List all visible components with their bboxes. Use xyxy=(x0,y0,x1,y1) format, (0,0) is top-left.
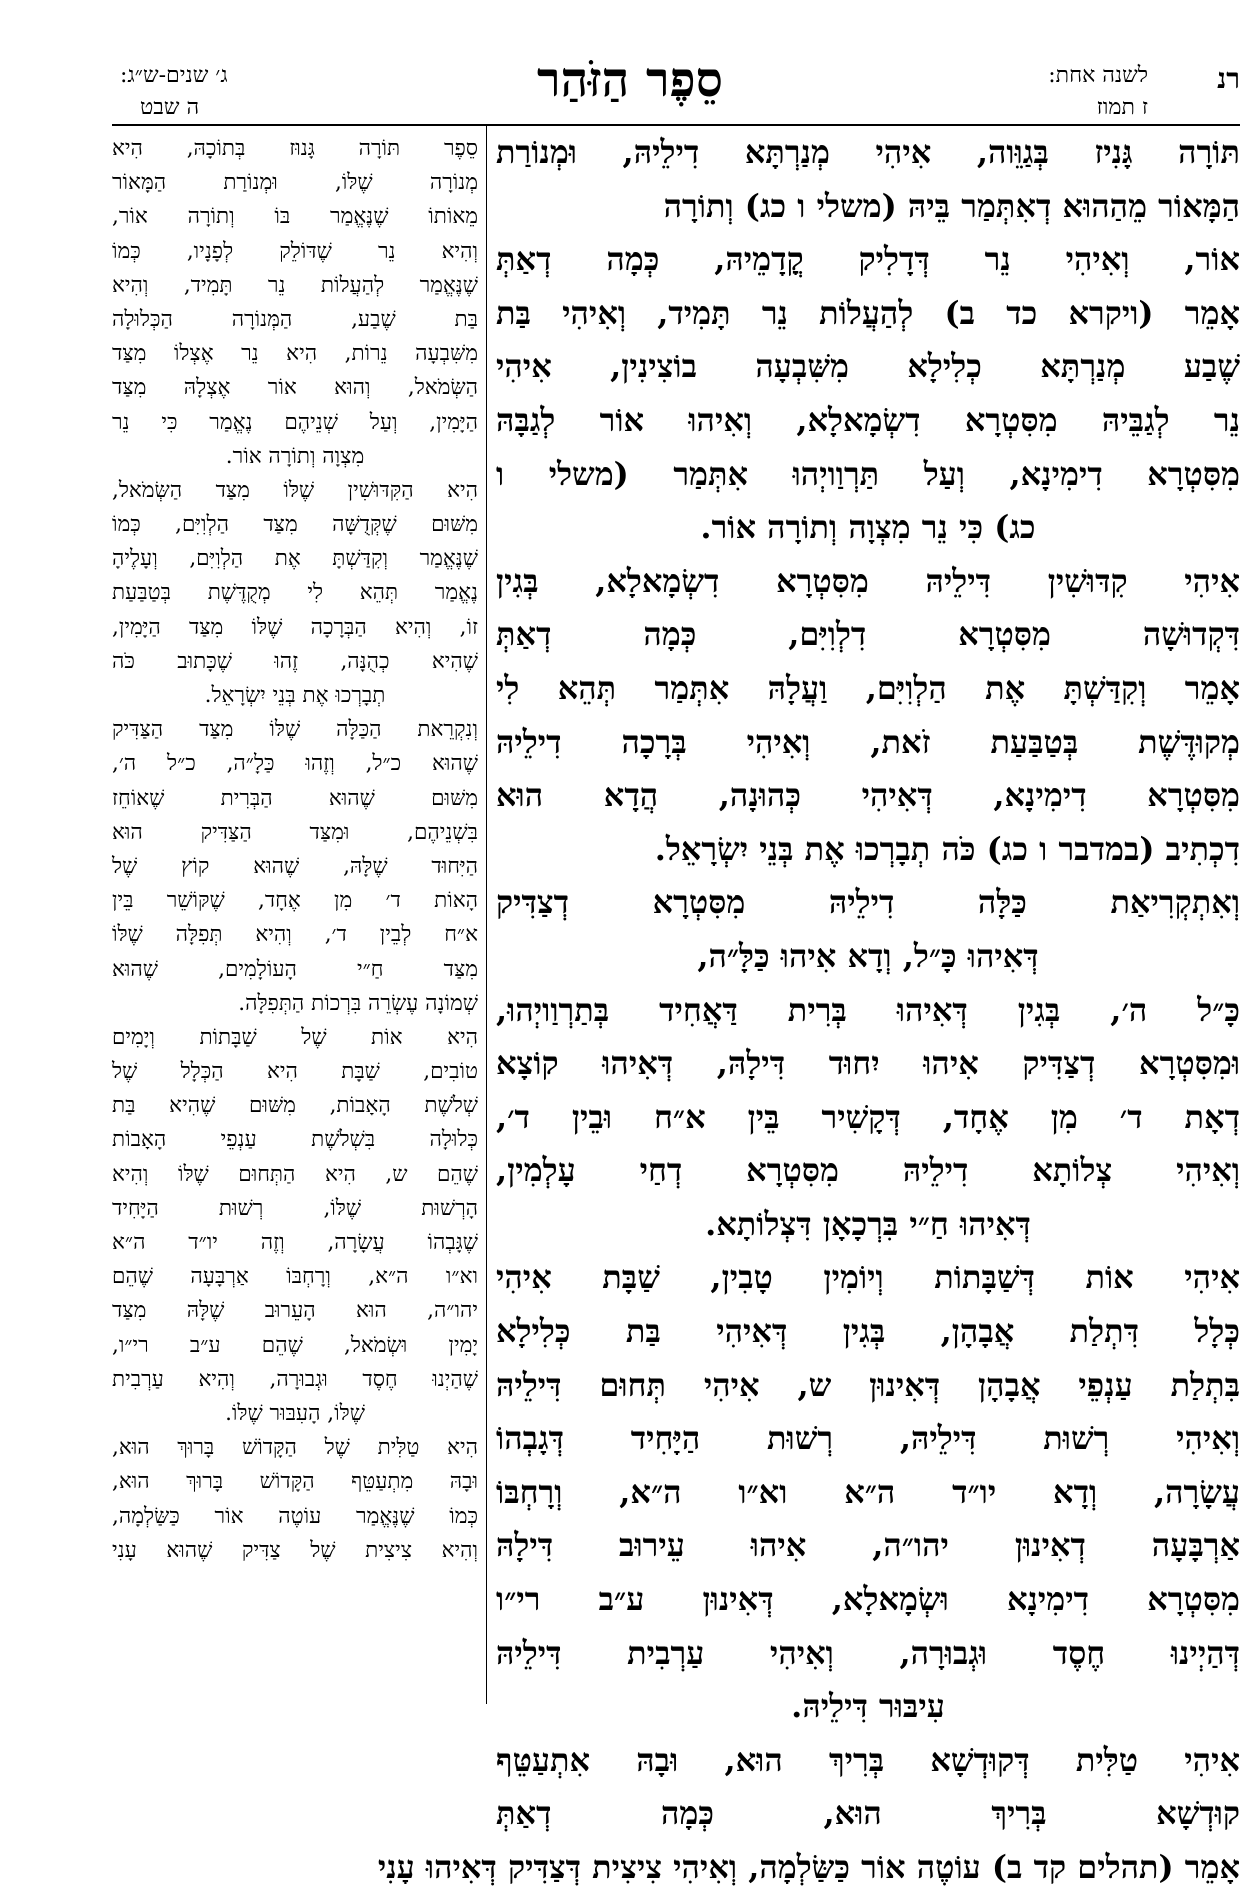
text-line: וְאִתְקְרִיאַת כַּלָּה דִילֵיהּ מִסִּטְרָא דְצַדִּיק xyxy=(496,883,1240,922)
text-line: א״ח לְבֵין ד׳, וְהִיא תְּפִלָּה שֶׁלּוֹ xyxy=(112,922,478,948)
text-line: בַּת שֶׁבַע, הַמְּנוֹרָה הַכְּלוּלָה xyxy=(112,306,478,332)
text-line: הָרְשׁוּת שֶׁלּוֹ, רְשׁוּת הַיָּחִיד xyxy=(112,1195,478,1221)
text-line: סֵפֶר תּוֹרָה גָּנוּז בְּתוֹכָהּ, הִיא xyxy=(112,136,478,161)
text-line: מִסִּטְרָא דִימִינָא וּשְׂמָאלָא, דְּאִינוּן ע״ב רי״ו xyxy=(496,1580,1240,1619)
text-line: שֶׁהֵם ש, הִיא הַתְּחוּם שֶׁלּוֹ וְהִיא xyxy=(112,1161,478,1187)
text-line: אִיהִי אוֹת דְּשַׁבָּתוֹת וְיוֹמִין טָבִין, שַׁבָּת אִיהִי xyxy=(496,1258,1240,1297)
text-line: שֶׁלּוֹ, הָעִבּוּר שֶׁלּוֹ. xyxy=(225,1400,365,1426)
text-line: אָמֵר (ויקרא כד ב) לְהַעֲלוֹת נֵר תָּמִיד, וְאִיהִי בַּת xyxy=(496,293,1240,332)
text-line: שְׁמוֹנָה עֶשְׂרֵה בִּרְכוֹת הַתְּפִלָּה. xyxy=(238,990,478,1016)
text-line: אָמֵר (תהלים קד ב) עוֹטֶה אוֹר כַּשַּׂלְמָה, וְאִיהִי צִיצִית דְּצַדִּיק דְּאִיהוּ עָנִי xyxy=(377,1848,1240,1886)
text-line: כְּלוּלָה בִּשְׁלֹשֶׁת עַנְפֵי הָאָבוֹת xyxy=(112,1127,478,1153)
text-line: בִּשְׁנֵיהֶם, וּמִצַּד הַצַּדִּיק הוּא xyxy=(112,819,478,845)
text-line: שֶׁנֶּאֱמַר לְהַעֲלוֹת נֵר תָּמִיד, וְהִיא xyxy=(112,272,478,298)
text-line: אָמֵר וְקִדַּשְׁתָּ אֶת הַלְוִיִּם, וַעֲלָהּ אִתְּמַר תְּהֵא לִי xyxy=(496,668,1240,707)
text-line: דְּהַיְינוּ חֶסֶד וּגְבוּרָה, וְאִיהִי עַרְבִית דִּילֵיהּ xyxy=(496,1633,1240,1672)
text-line: הַיָּמִין, וְעַל שְׁנֵיהֶם נֶאֱמַר כִּי נֵר xyxy=(112,409,478,435)
text-line: נֵר לְגַבֵּיהּ מִסִּטְרָא דִשְׂמָאלָא, וְאִיהוּ אוֹר לְגַבָּהּ xyxy=(496,400,1240,439)
column-divider xyxy=(486,124,487,1704)
page-title: סֵפֶר הַזֹּהַר xyxy=(537,52,723,108)
text-line: נֶאֱמַר תְּהֵא לִי מְקֻדֶּשֶׁת בְּטַבַּעַת xyxy=(112,580,478,606)
text-line: עִיבּוּר דִּילֵיהּ. xyxy=(791,1687,945,1726)
text-line: קוּדְשָׁא בְּרִיךְ הוּא, כְּמָה דְאַתְּ xyxy=(496,1794,1240,1833)
text-line: וּבָהּ מִתְעַטֵּף הַקָּדוֹשׁ בָּרוּךְ הוּא, xyxy=(112,1469,478,1495)
text-line: שֶׁבַע מְנַרְתָּא כְלִילָא מִשִּׁבְעָה בוֹצִינִין, אִיהִי xyxy=(496,347,1240,386)
schedule-three-years: ג׳ שנים-ש״ג: xyxy=(120,63,228,88)
text-line: מִצְוָה וְתוֹרָה אוֹר. xyxy=(225,443,365,469)
text-line: שֶׁהַיְנוּ חֶסֶד וּגְבוּרָה, וְהִיא עַרְבִית xyxy=(112,1366,478,1392)
text-line: יָמִין וּשְׂמֹאל, שֶׁהֵם ע״ב רי״ו, xyxy=(112,1332,478,1358)
text-line: כג) כִּי נֵר מִצְוָה וְתוֹרָה אוֹר. xyxy=(700,508,1036,547)
text-line: שֶׁנֶּאֱמַר וְקִדַּשְׁתָּ אֶת הַלְוִיִּם, וְעָלֶיהָ xyxy=(112,546,478,572)
text-line: אִיהִי טַלִּית דְּקוּדְשָׁא בְּרִיךְ הוּא, וּבָהּ אִתְעַטֵּף xyxy=(496,1740,1240,1779)
text-line: דְאָת ד׳ מִן אֶחָד, דְּקָשִׁיר בֵּין א״ח וּבֵין ד׳, xyxy=(496,1097,1240,1136)
schedule-three-years-date: ה שבט xyxy=(140,95,200,120)
text-line: דִּקְדוּשָׁה מִסִּטְרָא דִלְוִיִּם, כְּמָה דְאַתְּ xyxy=(496,615,1240,654)
text-line: וְאִיהִי צְלוֹתָא דִילֵיהּ מִסִּטְרָא דְחַי עָלְמִין, xyxy=(496,1151,1240,1190)
text-line: מִשּׁוּם שֶׁקְּדֻשָּׁה מִצַּד הַלְוִיִּם, כְּמוֹ xyxy=(112,512,478,538)
text-line: שֶׁגָּבְהוֹ עֲשָׂרָה, וְזֶה יו״ד ה״א xyxy=(112,1230,478,1255)
page-number: רנ xyxy=(1217,62,1240,95)
main-column-aramaic xyxy=(377,126,1240,1886)
text-line: מֵאוֹתוֹ שֶׁנֶּאֱמַר בּוֹ וְתוֹרָה אוֹר, xyxy=(112,204,478,230)
text-line: מְקוּדֶּשֶׁת בְּטַבַּעַת זֹאת, וְאִיהִי בְּרָכָה דִילֵיהּ xyxy=(496,722,1240,761)
text-line: וא״ו ה״א, וְרָחְבּוֹ אַרְבָּעָה שֶׁהֵם xyxy=(112,1264,478,1290)
text-line: הִיא אוֹת שֶׁל שַׁבָּתוֹת וְיָמִים xyxy=(112,1024,478,1050)
text-line: תּוֹרָה גָּנִיז בְּגַוֵּוה, אִיהִי מְנַרְתָּא דִילֵיהּ, וּמְנוֹרַת xyxy=(496,133,1240,171)
text-line: הִיא טַלִּית שֶׁל הַקָּדוֹשׁ בָּרוּךְ הוּא, xyxy=(112,1435,478,1461)
text-line: וְאִיהִי רְשׁוּת דִּילֵיהּ, רְשׁוּת הַיָּחִיד דְּגָבְהוֹ xyxy=(496,1419,1240,1458)
text-line: הָאוֹת ד׳ מִן אֶחָד, שֶׁקּוֹשֵׁר בֵּין xyxy=(112,888,478,914)
text-line: טוֹבִים, שַׁבָּת הִיא הַכְּלָל שֶׁל xyxy=(112,1059,478,1085)
text-line: שֶׁהוּא כ״ל, וְזֶהוּ כַּלָ״ה, כ״ל ה׳, xyxy=(112,751,478,777)
text-line: מִצַּד חַ״י הָעוֹלָמִים, שֶׁהוּא xyxy=(112,956,478,982)
text-line: כְּמוֹ שֶׁנֶּאֱמַר עוֹטֶה אוֹר כַּשַּׂלְמָה, xyxy=(112,1503,478,1529)
text-line: יהו״ה, הוּא הָעֵרוּב שֶׁלָּהּ מִצַּד xyxy=(112,1298,478,1324)
text-line: מִסִּטְרָא דִימִינָא, דְּאִיהִי כְּהוּנָה, הֲדָא הוּא xyxy=(496,776,1240,815)
text-line: דְּאִיהוּ כָּ״ל, וְדָא אִיהוּ כַּלָּ״ה, xyxy=(697,936,1039,975)
text-line: הִיא הַקִּדּוּשִׁין שֶׁלּוֹ מִצַּד הַשְּׂמֹאל, xyxy=(112,477,478,503)
side-column-translation xyxy=(112,132,478,1742)
text-line: וְהִיא צִיצִית שֶׁל צַדִּיק שֶׁהוּא עָנִי xyxy=(112,1537,478,1563)
text-line: אוֹר, וְאִיהִי נֵר דְּדָלִיק קֳדָמֵיהּ, כְּמָה דְאַתְּ xyxy=(496,240,1240,279)
text-line: אִיהִי קִדּוּשִׁין דִּילֵיהּ מִסִּטְרָא דִשְׂמָאלָא, בְּגִין xyxy=(496,561,1240,600)
text-line: בִּתְלַת עַנְפֵי אֲבָהָן דְּאִינוּן ש, אִיהִי תְּחוּם דִּילֵיהּ xyxy=(496,1365,1240,1404)
text-line: מִסִּטְרָא דִימִינָא, וְעַל תַּרְוַויְהוּ אִתְּמַר (משלי ו xyxy=(496,454,1240,493)
text-line: הַמָּאוֹר מֵהַהוּא דְאִתְּמַר בֵּיהּ (משלי ו כג) וְתוֹרָה xyxy=(663,186,1240,225)
schedule-one-year-date: ז תמוז xyxy=(1096,95,1148,120)
text-line: מְנוֹרָה שֶׁלּוֹ, וּמְנוֹרַת הַמָּאוֹר xyxy=(112,170,478,196)
text-line: כָּ״ל ה׳, בְּגִין דְּאִיהוּ בְּרִית דַּאֲחִיד בְּתַרְוַויְהוּ, xyxy=(496,990,1240,1029)
text-line: דְּאִיהוּ חַ״י בִּרְכָאָן דִּצְלוֹתָא. xyxy=(705,1204,1031,1243)
text-line: תְבָרְכוּ אֶת בְּנֵי יִשְׂרָאֵל. xyxy=(204,683,386,708)
text-line: דִכְתִיב (במדבר ו כג) כֹּה תְבָרְכוּ אֶת בְּנֵי יִשְׂרָאֵל. xyxy=(654,829,1240,868)
text-line: הַיִּחוּד שֶׁלָּהּ, שֶׁהוּא קוֹץ שֶׁל xyxy=(112,853,478,879)
text-line: הַשְּׂמֹאל, וְהוּא אוֹר אֶצְלָהּ מִצַּד xyxy=(112,375,478,401)
text-line: וּמִסִּטְרָא דְצַדִּיק אִיהוּ יִחוּד דִּילָהּ, דְּאִיהוּ קוֹצָא xyxy=(496,1044,1240,1083)
text-line: שֶׁהִיא כְהֻנָּה, זֶהוּ שֶׁכָּתוּב כֹּה xyxy=(112,648,478,674)
text-line: וְהִיא נֵר שֶׁדּוֹלֵק לְפָנָיו, כְּמוֹ xyxy=(112,238,478,264)
text-line: כְּלָל דִּתְלַת אֲבָהָן, בְּגִין דְּאִיהִי בַּת כְּלִילָא xyxy=(496,1312,1240,1351)
text-line: עֲשָׂרָה, וְדָא יו״ד ה״א וא״ו ה״א, וְרָחְבּוֹ xyxy=(496,1472,1240,1511)
text-line: זוֹ, וְהִיא הַבְּרָכָה שֶׁלּוֹ מִצַּד הַיָּמִין, xyxy=(112,614,478,640)
text-line: מִשִּׁבְעָה נֵרוֹת, הִיא נֵר אֶצְלוֹ מִצַּד xyxy=(112,341,478,367)
text-line: וְנִקְרֵאת הַכַּלָּה שֶׁלּוֹ מִצַּד הַצַּדִּיק xyxy=(112,717,478,743)
text-line: מִשּׁוּם שֶׁהוּא הַבְּרִית שֶׁאוֹחֵז xyxy=(112,785,478,811)
text-line: שְׁלֹשֶׁת הָאָבוֹת, מִשּׁוּם שֶׁהִיא בַּת xyxy=(112,1093,478,1119)
schedule-one-year: לשנה אחת: xyxy=(1048,63,1148,88)
text-line: אַרְבָּעָה דְאִינוּן יהו״ה, אִיהוּ עֵירוּב דִּילָהּ xyxy=(496,1526,1240,1565)
